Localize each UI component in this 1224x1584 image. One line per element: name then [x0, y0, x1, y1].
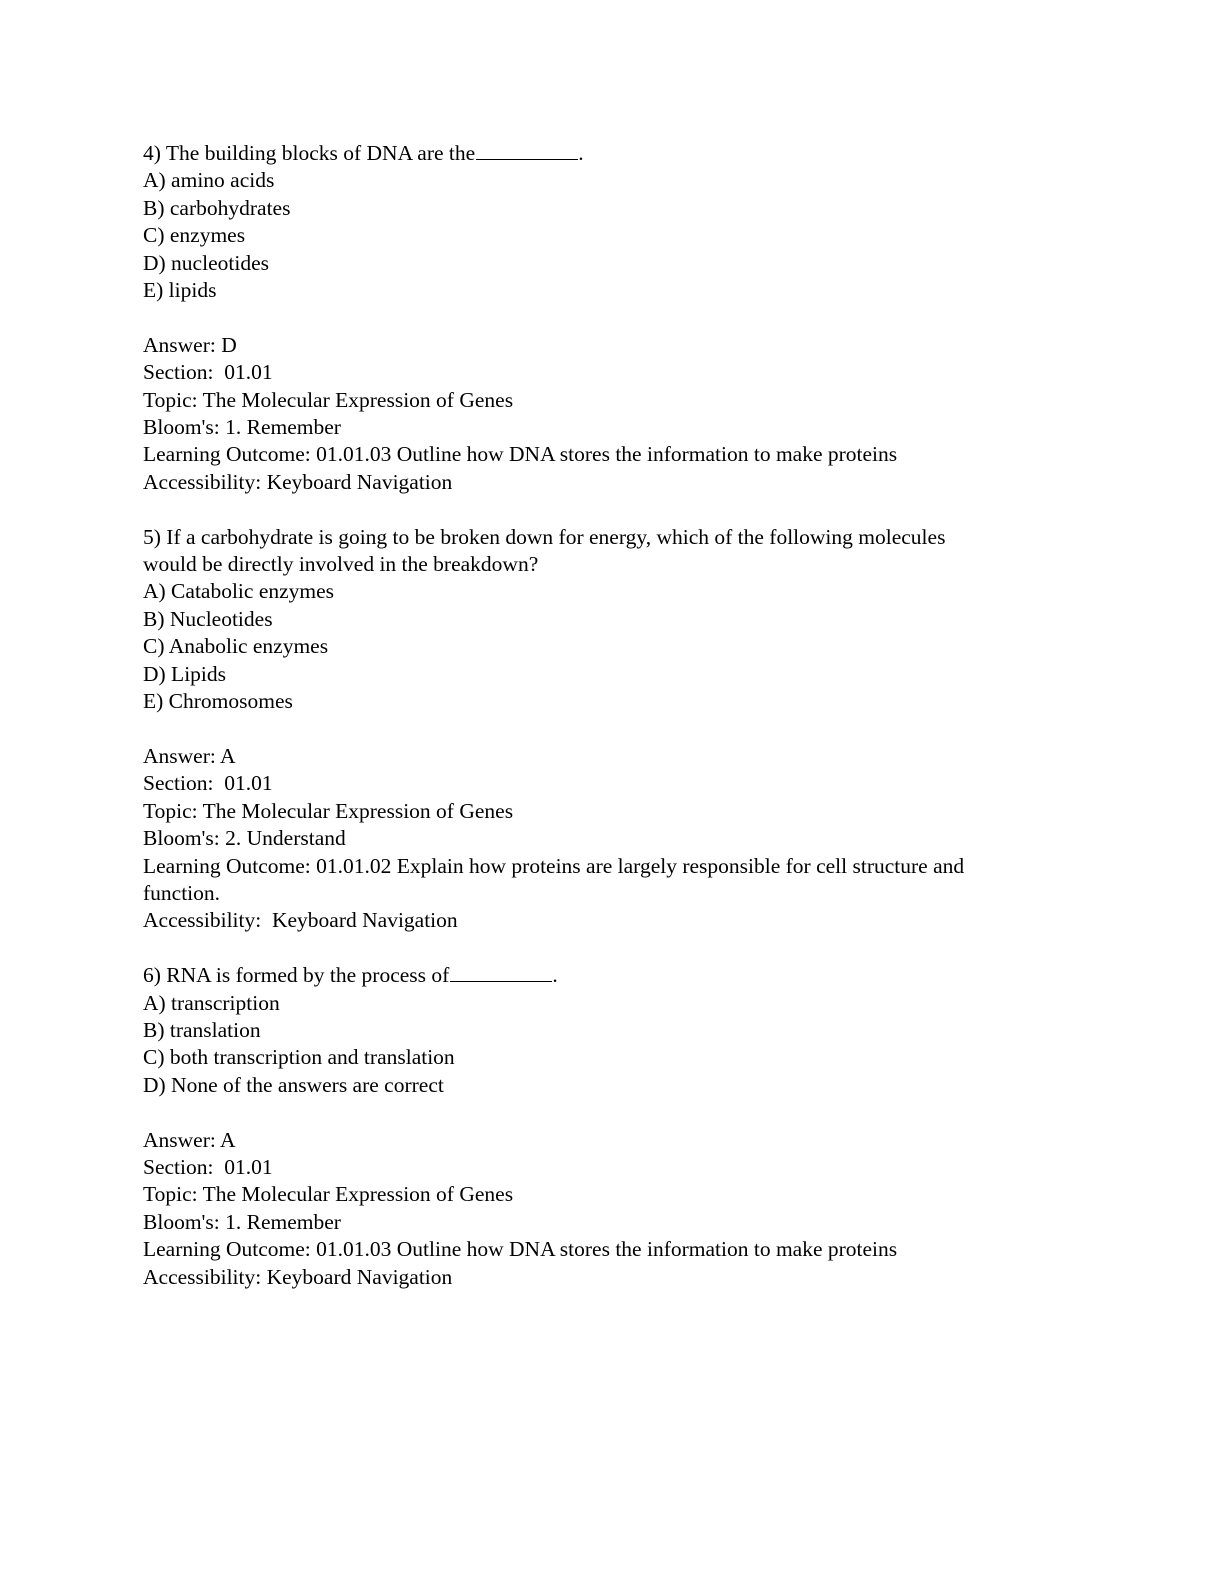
accessibility-line: Accessibility: Keyboard Navigation [143, 908, 458, 933]
option-b: B) translation [143, 1017, 261, 1042]
option-e: E) lipids [143, 278, 217, 303]
question-6 [143, 962, 1083, 1291]
answer-line: Answer: A [143, 743, 236, 768]
accessibility-line: Accessibility: Keyboard Navigation [143, 469, 453, 494]
learning-outcome-line: Learning Outcome: 01.01.03 Outline how DNA stores the information to make proteins [143, 442, 898, 467]
document-page [143, 140, 1083, 1291]
fill-in-blank [476, 141, 578, 160]
option-a: A) Catabolic enzymes [143, 579, 335, 604]
blooms-line: Bloom's: 1. Remember [143, 1209, 341, 1234]
question-5 [143, 524, 1083, 935]
option-d: D) None of the answers are correct [143, 1072, 444, 1097]
option-d: D) Lipids [143, 661, 227, 686]
topic-line: Topic: The Molecular Expression of Genes [143, 387, 514, 412]
blooms-line: Bloom's: 2. Understand [143, 826, 346, 851]
option-c: C) enzymes [143, 223, 246, 248]
answer-line: Answer: A [143, 1127, 236, 1152]
question-stem: 4) The building blocks of DNA are the . [143, 141, 584, 165]
learning-outcome-line: Learning Outcome: 01.01.03 Outline how DNA stores the information to make proteins [143, 1237, 898, 1262]
answer-line: Answer: D [143, 332, 237, 357]
option-a: A) transcription [143, 990, 280, 1015]
question-stem-line-1: 5) If a carbohydrate is going to be broken down for energy, which of the following molecules [143, 524, 946, 549]
topic-line: Topic: The Molecular Expression of Genes [143, 1182, 514, 1207]
blooms-line: Bloom's: 1. Remember [143, 415, 341, 440]
section-line: Section: 01.01 [143, 360, 273, 385]
option-d: D) nucleotides [143, 250, 269, 275]
section-line: Section: 01.01 [143, 1154, 273, 1179]
option-b: B) carbohydrates [143, 195, 291, 220]
fill-in-blank [450, 963, 552, 982]
question-stem: 6) RNA is formed by the process of . [143, 963, 558, 988]
topic-line: Topic: The Molecular Expression of Genes [143, 798, 514, 823]
section-line: Section: 01.01 [143, 771, 273, 796]
option-a: A) amino acids [143, 168, 275, 193]
question-stem-line-2: would be directly involved in the breakdown? [143, 552, 539, 577]
learning-outcome-line-2: function. [143, 880, 221, 905]
option-c: C) Anabolic enzymes [143, 634, 329, 659]
learning-outcome-line-1: Learning Outcome: 01.01.02 Explain how proteins are largely responsible for cell structure and [143, 853, 965, 878]
question-4 [143, 140, 1083, 496]
option-e: E) Chromosomes [143, 689, 293, 714]
option-b: B) Nucleotides [143, 606, 273, 631]
option-c: C) both transcription and translation [143, 1045, 455, 1070]
accessibility-line: Accessibility: Keyboard Navigation [143, 1264, 453, 1289]
